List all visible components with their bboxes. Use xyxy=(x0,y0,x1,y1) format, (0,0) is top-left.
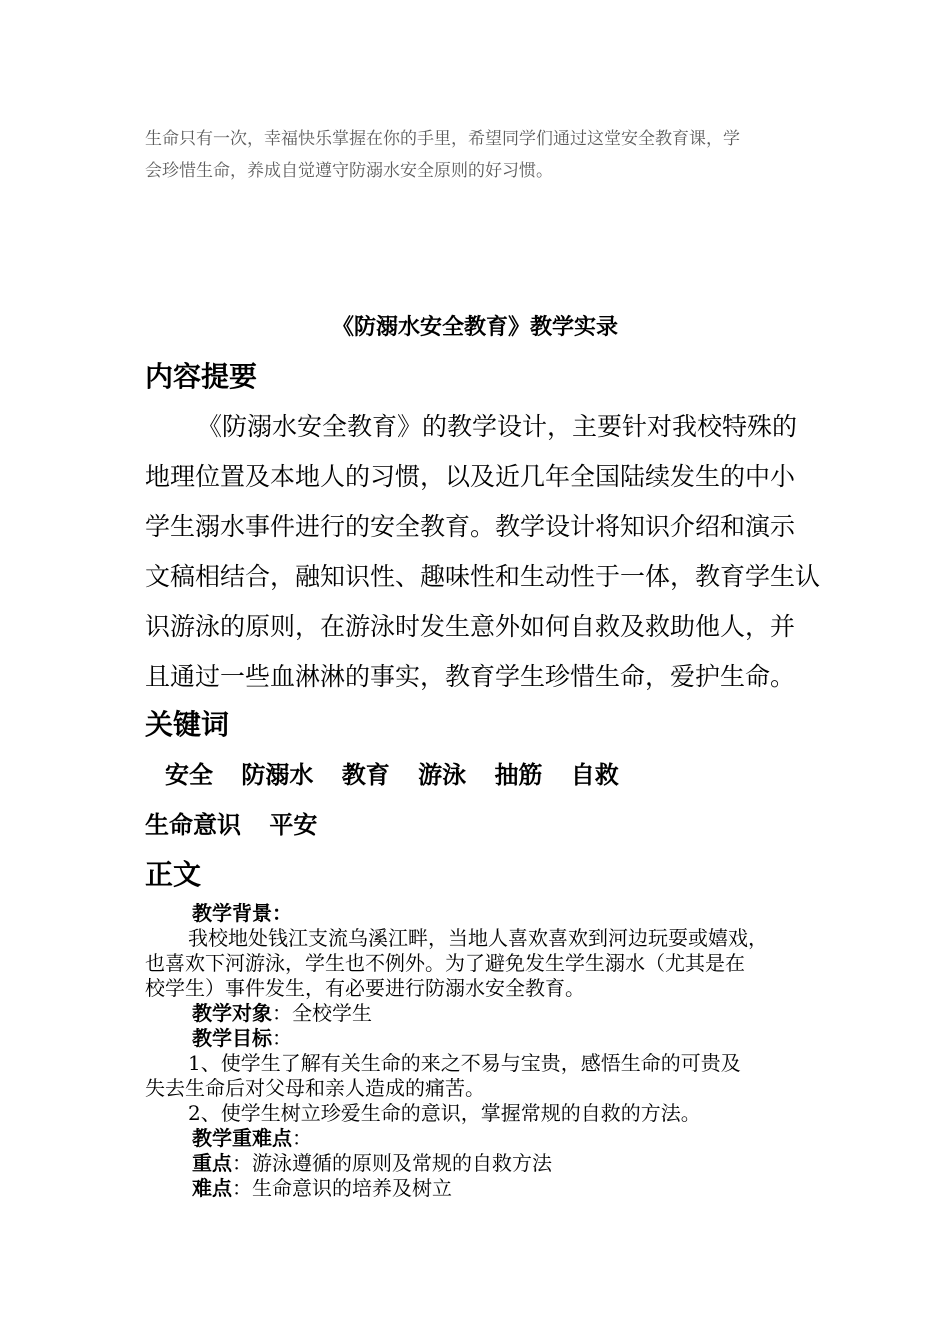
abstract-line: 地理位置及本地人的习惯，以及近几年全国陆续发生的中小 xyxy=(145,462,796,491)
abstract-line: 《防溺水安全教育》的教学设计，主要针对我校特殊的 xyxy=(197,412,798,441)
hard-point-line xyxy=(145,1176,768,1201)
abstract-line: 学生溺水事件进行的安全教育。教学设计将知识介绍和演示 xyxy=(145,512,796,541)
keywords-heading: 关键词 xyxy=(145,708,230,741)
target-label: 教学对象 xyxy=(192,1001,272,1025)
keywords-row xyxy=(145,810,337,840)
target-line xyxy=(145,1001,768,1026)
background-line: 也喜欢下河游泳，学生也不例外。为了避免发生学生溺水（尤其是在 xyxy=(145,951,745,975)
keyword: 游泳 xyxy=(418,760,467,789)
abstract-line: 识游泳的原则，在游泳时发生意外如何自救及救助他人，并 xyxy=(145,612,796,641)
background-line: 我校地处钱江支流乌溪江畔，当地人喜欢喜欢到河边玩耍或嬉戏， xyxy=(188,926,768,950)
difficulty-label: 教学重难点 xyxy=(192,1126,292,1150)
key-point-label: 重点 xyxy=(192,1151,232,1175)
hard-point-label: 难点 xyxy=(192,1176,232,1200)
goal-item: 1、使学生了解有关生命的来之不易与宝贵，感悟生命的可贵及 xyxy=(188,1051,741,1075)
intro-line: 会珍惜生命，养成自觉遵守防溺水安全原则的好习惯。 xyxy=(145,161,553,181)
key-point-line xyxy=(145,1151,768,1176)
keyword: 生命意识 xyxy=(145,810,241,839)
keyword: 安全 xyxy=(165,760,213,789)
goal-colon: ： xyxy=(272,1026,292,1050)
keyword: 教育 xyxy=(341,760,390,789)
intro-line: 生命只有一次，幸福快乐掌握在你的手里，希望同学们通过这堂安全教育课，学 xyxy=(145,129,740,149)
intro-paragraph xyxy=(145,123,740,187)
keyword: 平安 xyxy=(269,810,318,839)
body-content xyxy=(145,901,768,1201)
goal-item: 2、使学生树立珍爱生命的意识，掌握常规的自救的方法。 xyxy=(188,1101,701,1125)
abstract-paragraph xyxy=(145,402,820,702)
difficulty-colon: ： xyxy=(292,1126,312,1150)
keyword: 自救 xyxy=(570,760,619,789)
hard-point-value: ：生命意识的培养及树立 xyxy=(232,1176,452,1200)
body-heading: 正文 xyxy=(145,858,202,891)
keyword: 防溺水 xyxy=(241,760,314,789)
abstract-line: 文稿相结合，融知识性、趣味性和生动性于一体，教育学生认 xyxy=(145,562,821,591)
goal-item: 失去生命后对父母和亲人造成的痛苦。 xyxy=(145,1076,485,1100)
background-line: 校学生）事件发生，有必要进行防溺水安全教育。 xyxy=(145,976,585,1000)
goal-line xyxy=(145,1026,768,1051)
key-point-value: ：游泳遵循的原则及常规的自救方法 xyxy=(232,1151,552,1175)
background-label: 教学背景： xyxy=(192,901,292,925)
keyword: 抽筋 xyxy=(494,760,543,789)
keywords-row xyxy=(165,760,639,790)
abstract-line: 且通过一些血淋淋的事实，教育学生珍惜生命，爱护生命。 xyxy=(145,662,796,691)
abstract-heading: 内容提要 xyxy=(145,360,258,393)
target-value: ：全校学生 xyxy=(272,1001,372,1025)
difficulty-line xyxy=(145,1126,768,1151)
document-title: 《防溺水安全教育》教学实录 xyxy=(331,314,618,340)
goal-label: 教学目标 xyxy=(192,1026,272,1050)
